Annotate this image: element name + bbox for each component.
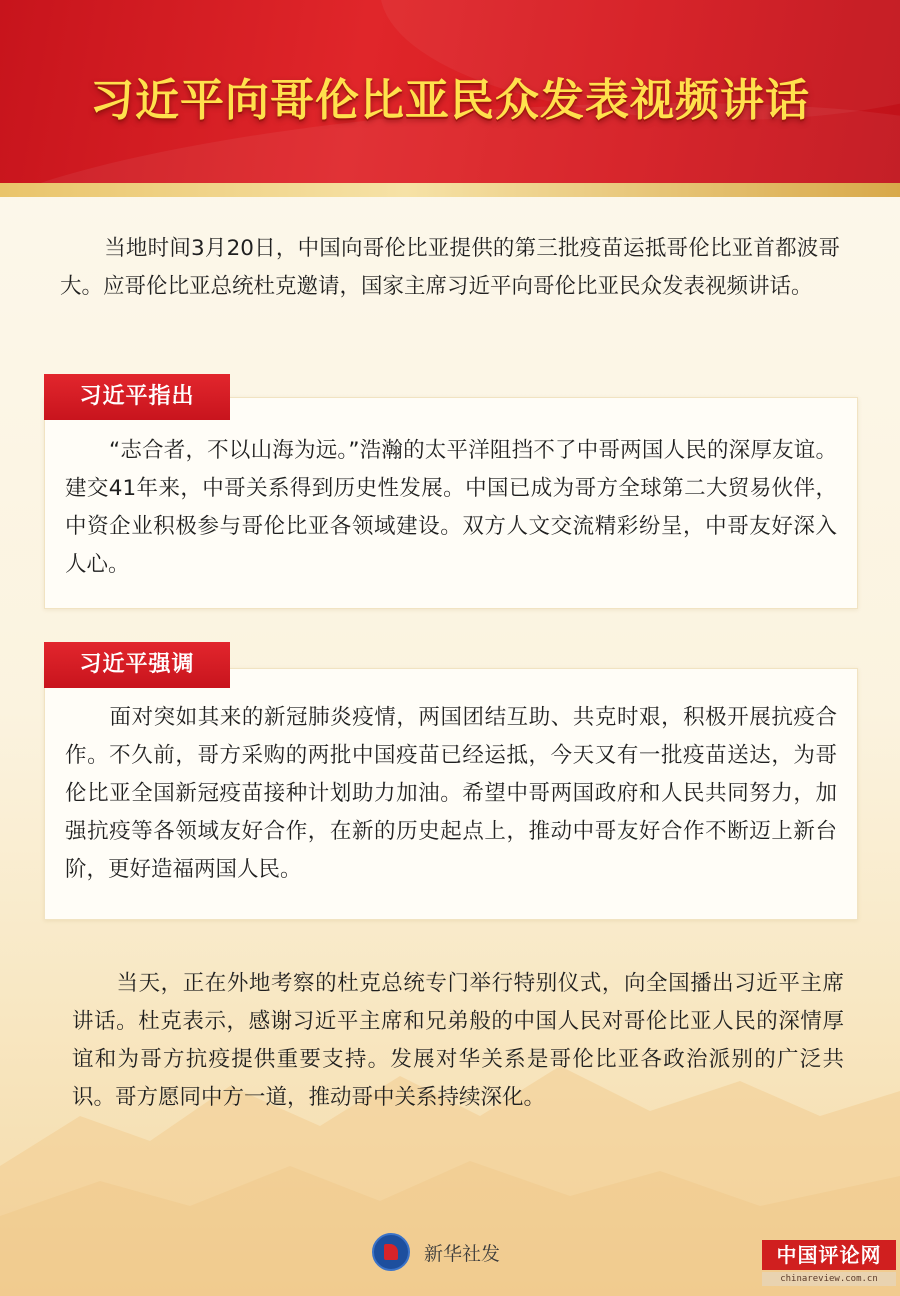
section-tag-points-out: 习近平指出 — [44, 374, 230, 420]
source-credit: 新华社发 — [424, 1242, 501, 1265]
gold-divider — [0, 183, 900, 197]
site-watermark: 中国评论网 — [762, 1240, 896, 1270]
intro-paragraph: 当地时间3月20日，中国向哥伦比亚提供的第三批疫苗运抵哥伦比亚首都波哥大。应哥伦比亚总统杜克邀请，国家主席习近平向哥伦比亚民众发表视频讲话。 — [60, 236, 840, 299]
section-paragraph: “志合者，不以山海为远。”浩瀚的太平洋阻挡不了中哥两国人民的深厚友谊。建交41年来，中哥关系得到历史性发展。中国已成为哥方全球第二大贸易伙伴，中资企业积极参与哥伦比亚各领域建设。双方人文交流精彩纷呈，中哥友好深入人心。 — [65, 438, 837, 577]
page-title: 习近平向哥伦比亚民众发表视频讲话 — [90, 75, 810, 126]
section-box-emphasizes — [44, 668, 858, 920]
closing-paragraph: 当天，正在外地考察的杜克总统专门举行特别仪式，向全国播出习近平主席讲话。杜克表示，感谢习近平主席和兄弟般的中国人民对哥伦比亚人民的深情厚谊和为哥方抗疫提供重要支持。发展对华关系是哥伦比亚各政治派别的广泛共识。哥方愿同中方一道，推动哥中关系持续深化。 — [72, 971, 844, 1110]
section-box-points-out — [44, 397, 858, 609]
section-paragraph: 面对突如其来的新冠肺炎疫情，两国团结互助、共克时艰，积极开展抗疫合作。不久前，哥方采购的两批中国疫苗已经运抵，今天又有一批疫苗送达，为哥伦比亚全国新冠疫苗接种计划助力加油。希望中哥两国政府和人民共同努力，加强抗疫等各领域友好合作，在新的历史起点上，推动中哥友好合作不断迈上新台阶，更好造福两国人民。 — [65, 705, 837, 882]
header-banner — [0, 0, 900, 186]
xinhua-logo-icon — [372, 1233, 410, 1271]
section-tag-emphasizes: 习近平强调 — [44, 642, 230, 688]
footer-credit — [372, 1233, 500, 1271]
site-watermark-url: chinareview.com.cn — [762, 1272, 896, 1286]
